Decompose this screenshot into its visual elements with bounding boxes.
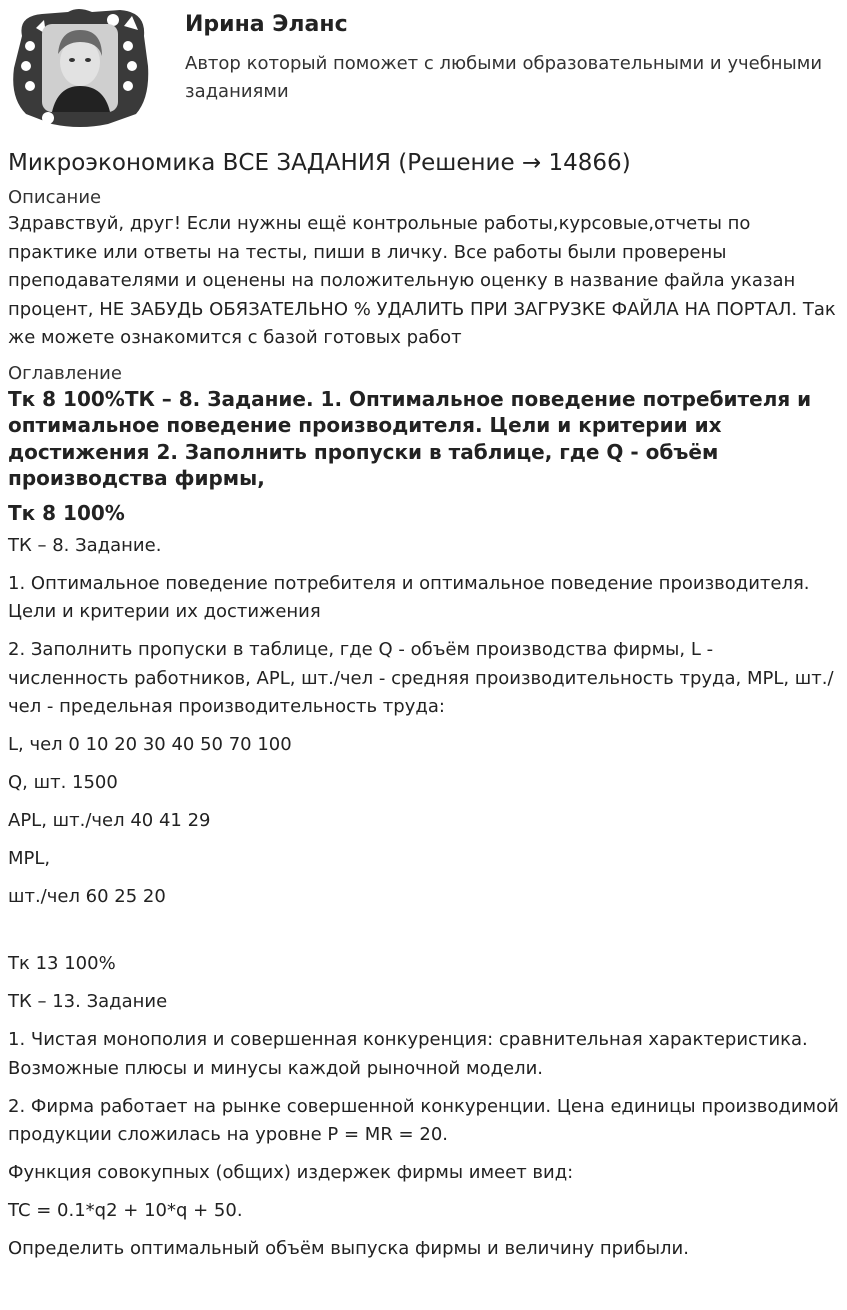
author-header bbox=[0, 0, 847, 140]
task8-heading: Тк 8 100% bbox=[8, 500, 125, 525]
task13-line: Функция совокупных (общих) издержек фирмы имеет вид: bbox=[8, 1162, 574, 1183]
spacer bbox=[8, 921, 839, 950]
main-content bbox=[0, 148, 847, 1264]
table-row-mpl-values: шт./чел 60 25 20 bbox=[8, 886, 166, 907]
task8-line: 2. Заполнить пропуски в таблице, где Q - объём производства фирмы, L - численность работников, APL, шт./чел - средняя производительность труда, MPL, шт./чел - предельная производительность труда: bbox=[8, 639, 834, 717]
table-row-mpl: MPL, bbox=[8, 848, 51, 869]
task13-line: ТК – 13. Задание bbox=[8, 991, 168, 1012]
table-row-l: L, чел 0 10 20 30 40 50 70 100 bbox=[8, 734, 292, 755]
task8-line: 1. Оптимальное поведение потребителя и оптимальное поведение производителя. Цели и критерии их достижения bbox=[8, 572, 810, 622]
task13-heading: Тк 13 100% bbox=[8, 953, 116, 974]
task13-formula: TC = 0.1*q2 + 10*q + 50. bbox=[8, 1200, 243, 1221]
task13-line: 2. Фирма работает на рынке совершенной конкуренции. Цена единицы производимой продукции сложилась на уровне P = MR = 20. bbox=[8, 1095, 839, 1145]
table-row-q: Q, шт. 1500 bbox=[8, 772, 118, 793]
task13-line: Определить оптимальный объём выпуска фирмы и величину прибыли. bbox=[8, 1238, 689, 1259]
description-label: Описание bbox=[8, 187, 102, 208]
table-row-apl: APL, шт./чел 40 41 29 bbox=[8, 810, 211, 831]
task8-line: ТК – 8. Задание. bbox=[8, 534, 162, 556]
page-title: Микроэкономика ВСЕ ЗАДАНИЯ (Решение → 14866) bbox=[8, 150, 631, 176]
task13-line: 1. Чистая монополия и совершенная конкуренция: сравнительная характеристика. Возможные плюсы и минусы каждой рыночной модели. bbox=[8, 1029, 808, 1079]
description-text: Здравствуй, друг! Если нужны ещё контрольные работы,курсовые,отчеты по практике или ответы на тесты, пиши в личку. Все работы были проверены преподавателями и оценены на положительную оценку в название файла указан процент, НЕ ЗАБУДЬ ОБЯЗАТЕЛЬНО % УДАЛИТЬ ПРИ ЗАГРУЗКЕ ФАЙЛА НА ПОРТАЛ. Так же можете ознакомится с базой готовых работ bbox=[8, 213, 836, 348]
author-description: Автор который поможет с любыми образовательными и учебными заданиями bbox=[185, 53, 823, 102]
author-avatar[interactable] bbox=[8, 6, 150, 128]
toc-title: Тк 8 100%ТК – 8. Задание. 1. Оптимальное поведение потребителя и оптимальное поведение производителя. Цели и критерии их достижения 2. Заполнить пропуски в таблице, где Q - объём производства фирмы, bbox=[8, 386, 812, 490]
author-name[interactable]: Ирина Эланс bbox=[185, 12, 348, 37]
toc-label: Оглавление bbox=[8, 362, 122, 384]
